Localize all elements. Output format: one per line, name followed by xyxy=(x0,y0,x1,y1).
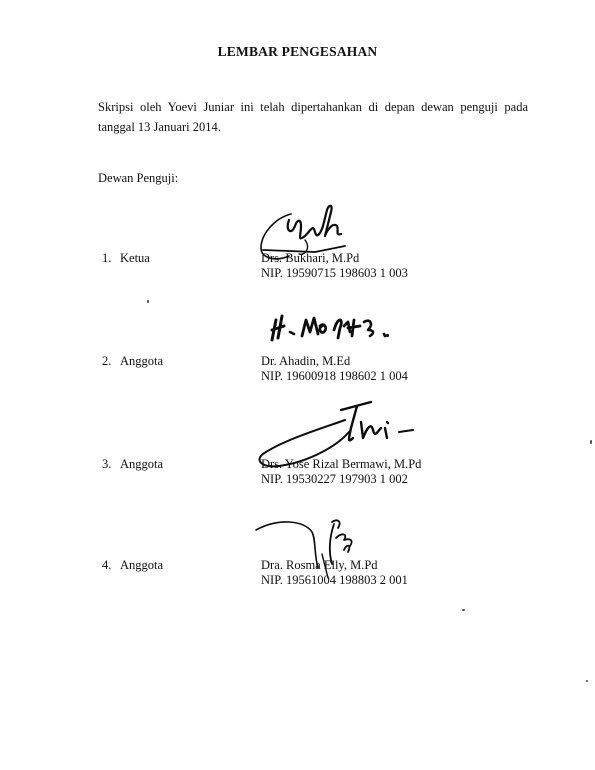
scan-speck xyxy=(462,609,465,611)
examiner-nip: NIP. 19561004 198803 2 001 xyxy=(261,573,408,587)
examiner-name: Drs. Yose Rizal Bermawi, M.Pd xyxy=(261,457,422,471)
intro-paragraph xyxy=(98,97,528,137)
examiner-number: 3. xyxy=(102,457,112,471)
page-title: LEMBAR PENGESAHAN xyxy=(217,44,378,59)
signature-1 xyxy=(255,196,365,266)
examiners-label: Dewan Penguji: xyxy=(98,171,179,185)
examiner-number: 4. xyxy=(102,558,112,572)
examiner-nip: NIP. 19530227 197903 1 002 xyxy=(261,472,408,486)
intro-line-1: Skripsi oleh Yoevi Juniar ini telah dipertahankan di depan dewan penguji pada xyxy=(98,100,528,114)
signature-3 xyxy=(253,398,418,473)
examiner-nip: NIP. 19600918 198602 1 004 xyxy=(261,369,408,383)
examiner-number: 2. xyxy=(102,354,112,368)
examiner-role: Anggota xyxy=(120,457,164,471)
examiner-name: Dr. Ahadin, M.Ed xyxy=(261,354,351,368)
examiner-name: Dra. Rosma Elly, M.Pd xyxy=(261,558,378,572)
examiner-role: Anggota xyxy=(120,558,164,572)
scan-speck xyxy=(586,680,588,682)
signature-2 xyxy=(268,310,388,350)
intro-line-2: tanggal 13 Januari 2014. xyxy=(98,120,221,134)
examiner-nip: NIP. 19590715 198603 1 003 xyxy=(261,266,408,280)
examiner-role: Anggota xyxy=(120,354,164,368)
examiner-role: Ketua xyxy=(120,251,150,265)
examiner-entry-2 xyxy=(0,354,595,394)
signature-4 xyxy=(252,510,367,585)
examiner-number: 1. xyxy=(102,251,112,265)
scan-speck xyxy=(147,300,149,303)
scan-speck xyxy=(386,334,389,337)
scan-speck xyxy=(590,440,592,444)
examiner-name: Drs. Bukhari, M.Pd xyxy=(261,251,360,265)
